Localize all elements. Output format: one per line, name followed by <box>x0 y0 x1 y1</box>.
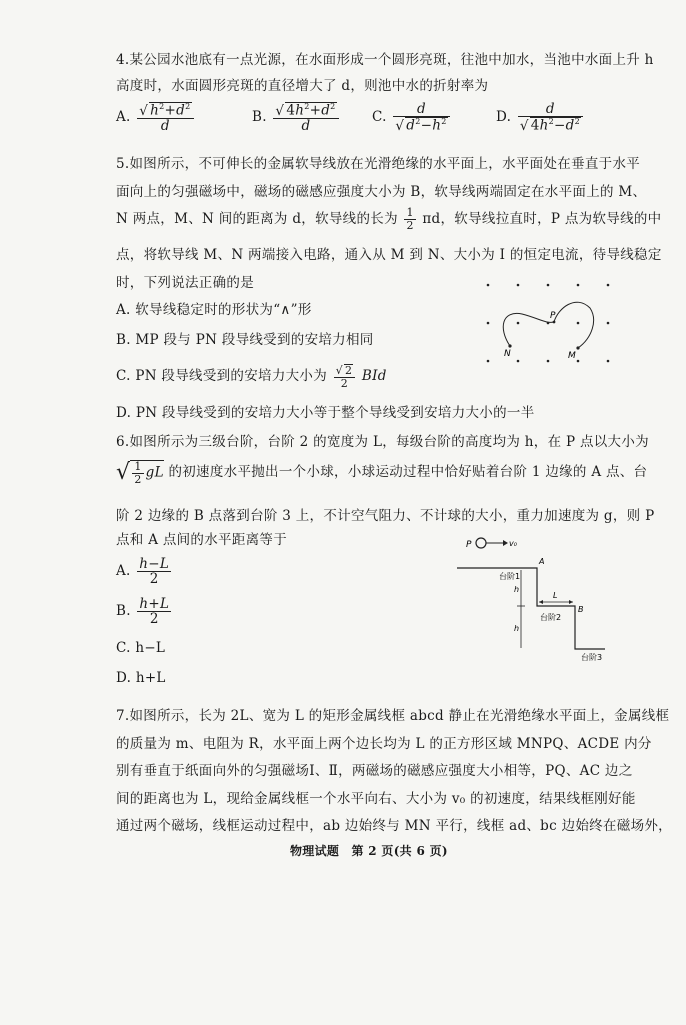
q7-line2: 的质量为 m、电阻为 R，水平面上两个边长均为 L 的正方形区域 MNPQ、ACDE 内分 <box>116 736 652 752</box>
q6-option-b-num: h+L <box>139 596 170 612</box>
q6-option-b <box>116 597 173 626</box>
label-v0: v₀ <box>509 539 517 548</box>
q6-option-a-num: h−L <box>139 556 170 572</box>
label-p: P <box>550 311 556 321</box>
q5-option-c-tail: BId <box>361 368 387 385</box>
label-p: P <box>466 540 472 550</box>
point-n-dot <box>508 344 511 347</box>
label-h2: h <box>514 624 520 633</box>
arrow-head-icon <box>503 540 508 546</box>
label-m: M <box>568 351 576 361</box>
q5-line3a: N 两点，M、N 间的距离为 d，软导线的长为 <box>116 211 398 227</box>
page-footer: 物理试题 第 2 页(共 6 页) <box>290 844 448 858</box>
q5-line1: 5.如图所示，不可伸长的金属软导线放在光滑绝缘的水平面上，水平面处在垂直于水平 <box>116 156 641 172</box>
q5-option-d: D. PN 段导线受到的安培力大小等于整个导线受到安培力大小的一半 <box>116 405 535 421</box>
q6-option-a-den: 2 <box>149 571 159 588</box>
q5-line5: 时，下列说法正确的是 <box>116 275 254 291</box>
q4-option-d-label: D. <box>496 108 512 125</box>
q6-line2-text: 的初速度水平抛出一个小球，小球运动过程中恰好贴着台阶 1 边缘的 A 点、台 <box>168 464 648 481</box>
q6-figure <box>455 532 615 667</box>
point-p-dot <box>553 321 556 324</box>
q4-option-a-label: A. <box>116 108 131 125</box>
q4-option-c: C. d √ $d^2-h^2$ <box>372 102 452 133</box>
q5-option-a: A. 软导线稳定时的形状为“∧”形 <box>116 302 312 318</box>
label-step2: 台阶2 <box>540 613 562 622</box>
q7-line4: 间的距离也为 L，现给金属线框一个水平向右、大小为 v₀ 的初速度，结果线框刚好能 <box>116 791 636 807</box>
q7-line5: 通过两个磁场，线框运动过程中，ab 边始终与 MN 平行，线框 ad、bc 边始终在磁场外， <box>116 818 672 834</box>
q6-option-d: D. h+L <box>116 670 166 686</box>
q6-option-c: C. h−L <box>116 640 166 656</box>
label-l: L <box>553 591 558 600</box>
q6-line3: 阶 2 边缘的 B 点落到台阶 3 上，不计空气阻力、不计球的大小，重力加速度为 g，则 P <box>116 508 655 524</box>
label-step3: 台阶3 <box>581 653 603 662</box>
q6-option-b-label: B. <box>116 603 131 620</box>
q4-option-b: B. √ $\frac{4h^2+d^2}{d}$ <box>252 102 341 133</box>
q4-line1: 4.某公园水池底有一点光源，在水面形成一个圆形亮斑，往池中加水，当池中水面上升 h <box>116 52 654 68</box>
label-step1: 台阶1 <box>499 572 521 581</box>
q5-line4: 点，将软导线 M、N 两端接入电路，通入从 M 到 N、大小为 I 的恒定电流，待导线稳定 <box>116 247 662 263</box>
q6-line1: 6.如图所示为三级台阶，台阶 2 的宽度为 L，每级台阶的高度均为 h，在 P 点以大小为 <box>116 434 649 450</box>
q5-line2: 面向上的匀强磁场中，磁场的磁感应强度大小为 B，软导线两端固定在水平面上的 M、 <box>116 184 647 200</box>
q5-option-b: B. MP 段与 PN 段导线受到的安培力相同 <box>116 332 374 348</box>
q4-option-c-label: C. <box>372 108 387 125</box>
label-b: B <box>578 605 584 614</box>
q6-line2: √ $\frac{1}{2}$ gL 的初速度水平抛出一个小球，小球运动过程中恰好贴着台阶 1 边缘的 A 点、台 <box>116 460 648 486</box>
point-m-dot <box>576 346 579 349</box>
label-a: A <box>539 557 545 566</box>
label-h1: h <box>514 585 520 594</box>
q6-option-b-den: 2 <box>149 611 159 628</box>
label-n: N <box>504 349 511 359</box>
q5-line3: N 两点，M、N 间的距离为 d，软导线的长为 $\frac{1}{2}$ πd，软导线拉直时，P 点为软导线的中 <box>116 206 662 232</box>
q4-option-b-label: B. <box>252 108 267 125</box>
q5-figure <box>480 278 615 368</box>
soft-wire <box>503 302 593 348</box>
q7-line1: 7.如图所示，长为 2L、宽为 L 的矩形金属线框 abcd 静止在光滑绝缘水平面上，金属线框 <box>116 708 670 724</box>
ball-icon <box>476 538 486 548</box>
q4-option-d: D. d √ $4h^2-d^2$ <box>496 102 585 133</box>
q5-option-c: C. PN 段导线受到的安培力大小为 √ $\frac{2}{2}$ BId <box>116 364 387 389</box>
q5-option-c-text: C. PN 段导线受到的安培力大小为 <box>116 368 328 385</box>
q6-option-a <box>116 557 173 586</box>
q4-option-a: A. √ $\frac{h^2+d^2}{d}$ <box>116 102 196 133</box>
q6-line4: 点和 A 点间的水平距离等于 <box>116 532 288 548</box>
q4-line2: 高度时，水面圆形亮斑的直径增大了 d，则池中水的折射率为 <box>116 78 489 94</box>
q7-line3: 别有垂直于纸面向外的匀强磁场Ⅰ、Ⅱ，两磁场的磁感应强度大小相等，PQ、AC 边之 <box>116 763 633 779</box>
q5-line3b: πd，软导线拉直时，P 点为软导线的中 <box>422 211 662 227</box>
q6-option-a-label: A. <box>116 563 131 580</box>
